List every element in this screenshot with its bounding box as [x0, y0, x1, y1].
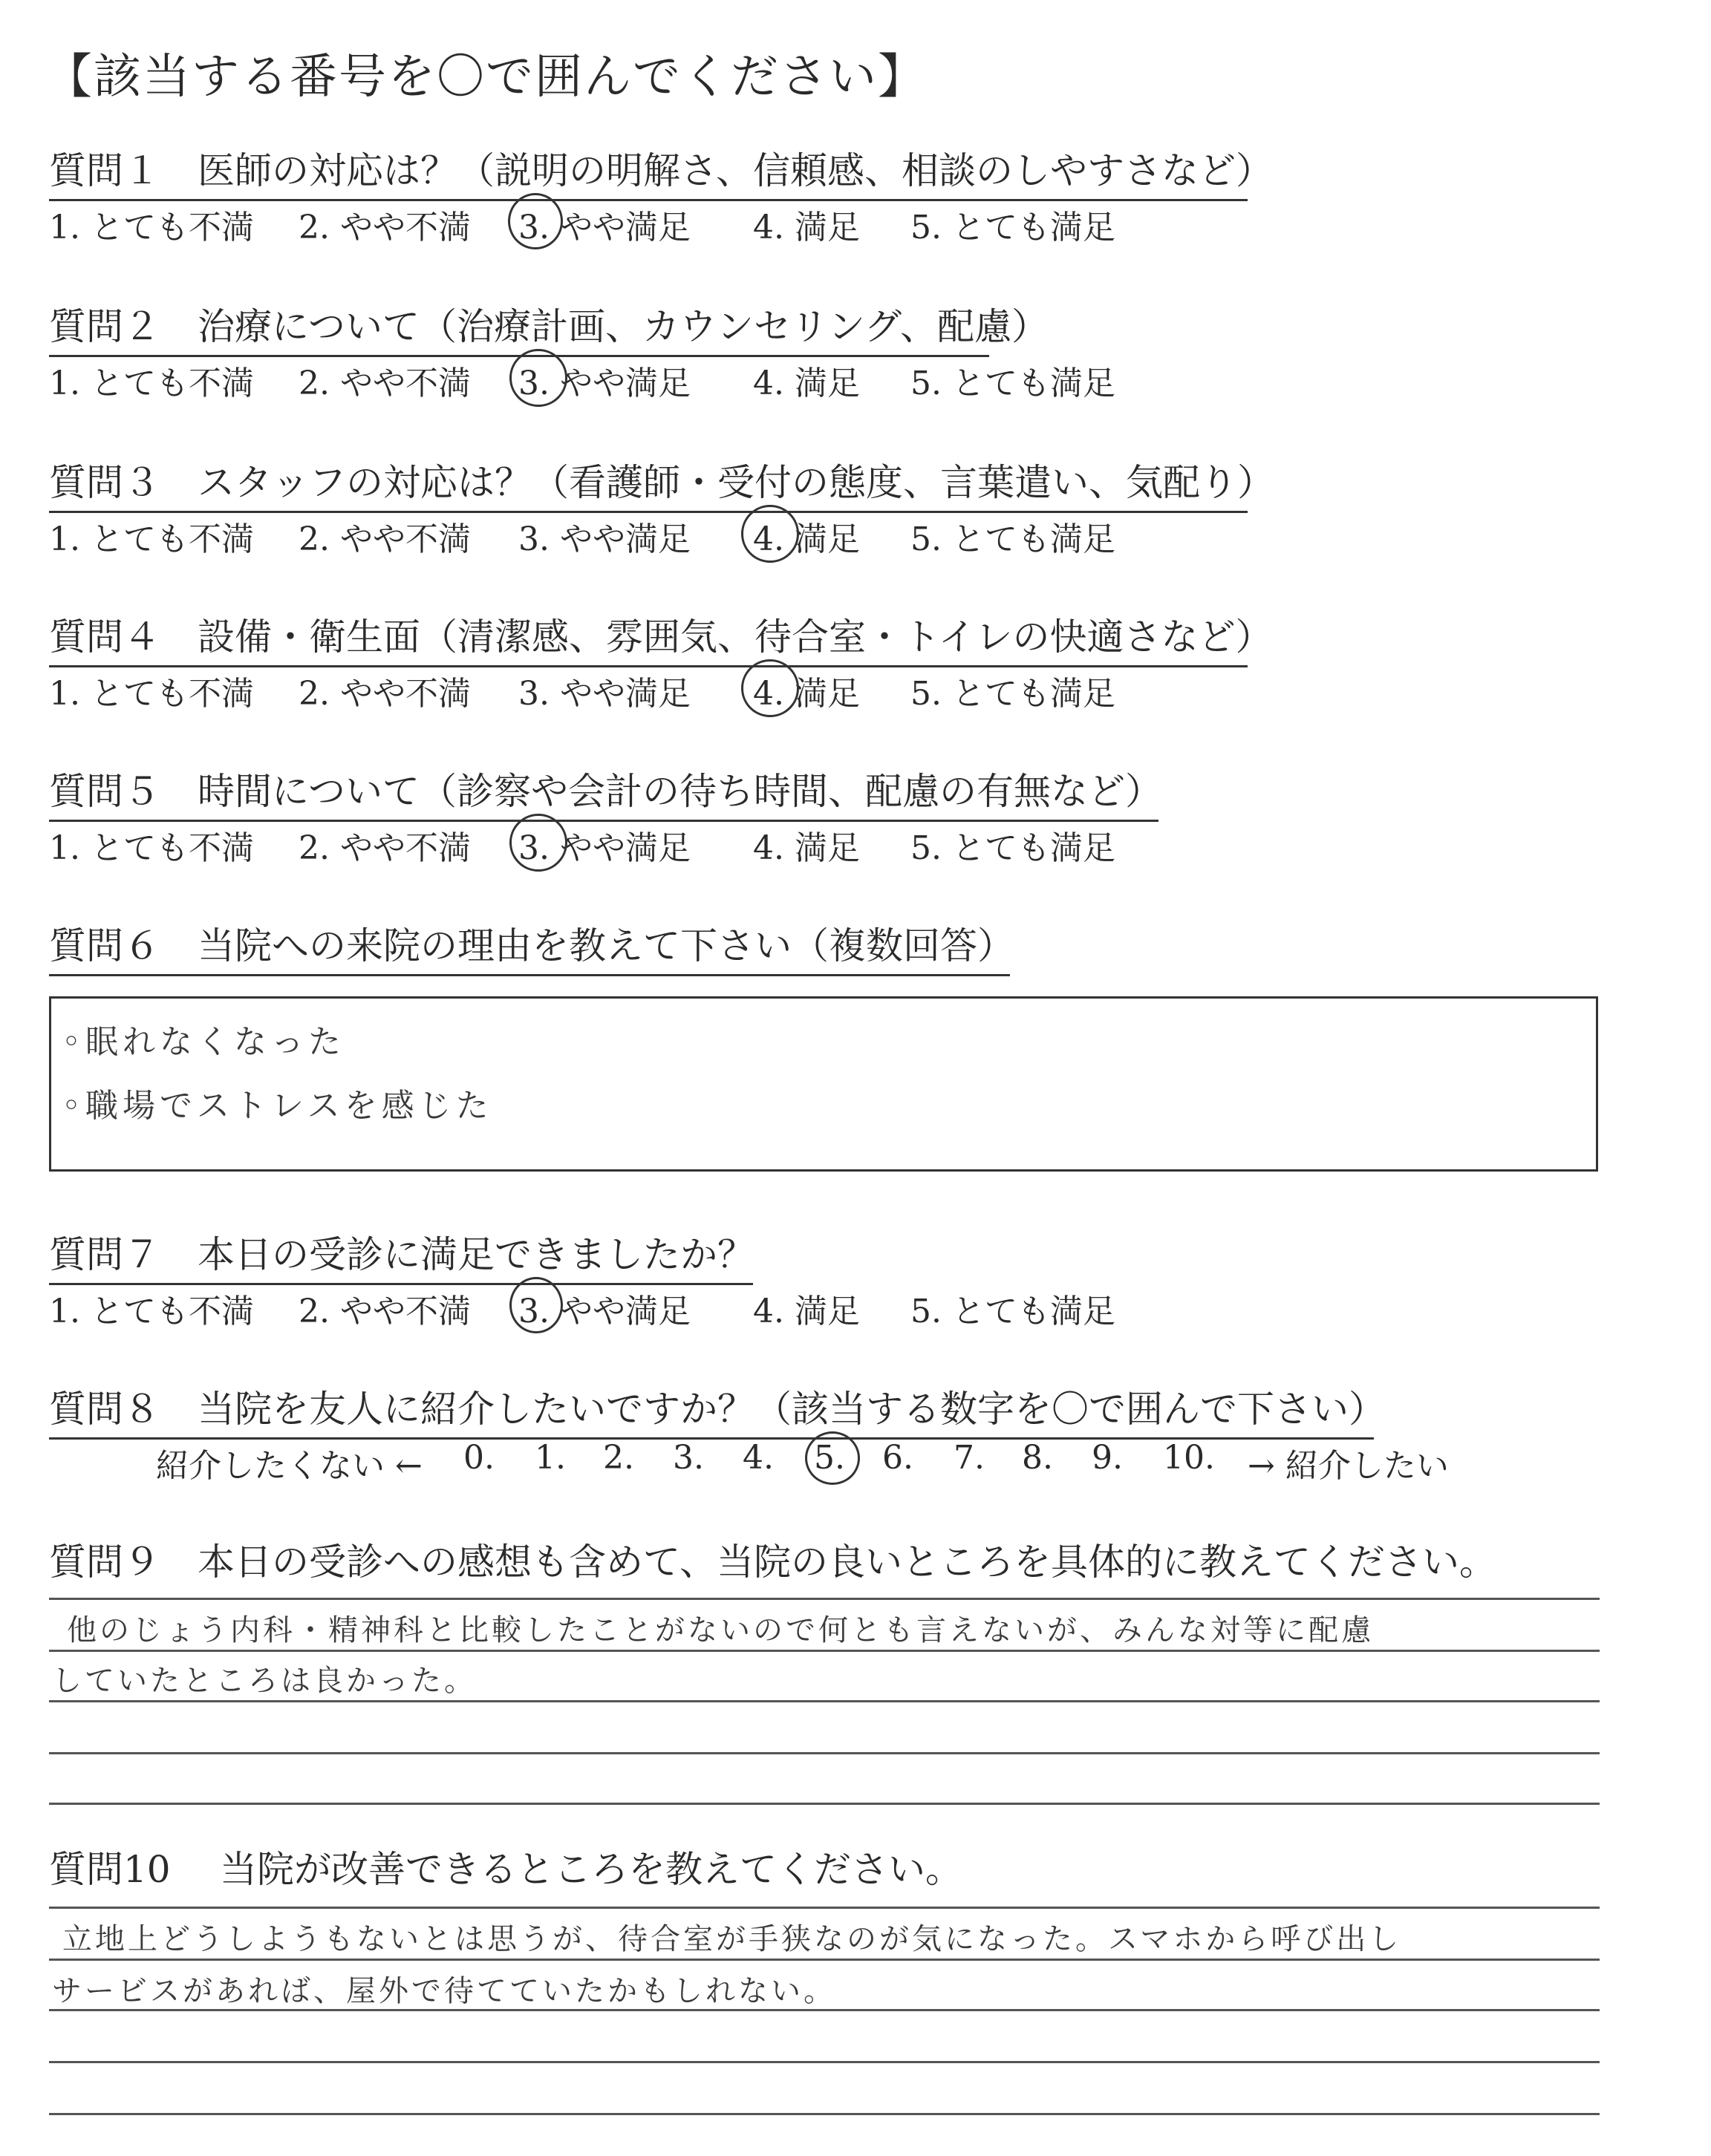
question-3-number: 質問３	[49, 461, 160, 504]
q1-option-5[interactable]: 5. とても満足	[910, 209, 1115, 246]
q9-answer-text-2: していたところは良かった。	[52, 1664, 477, 1698]
q10-answer-line-1	[49, 1907, 1600, 1909]
question-5-number: 質問５	[49, 770, 160, 813]
question-10-text: 当院が改善できるところを教えてください。	[220, 1848, 962, 1891]
question-10-heading	[49, 1840, 962, 1893]
question-7-text: 本日の受診に満足できましたか？	[198, 1233, 755, 1276]
question-9-number: 質問９	[49, 1541, 160, 1584]
question-8-number: 質問８	[49, 1388, 160, 1431]
q3-selection-circle	[741, 505, 799, 563]
q7-selection-circle	[509, 1277, 563, 1333]
q9-answer-line-5	[49, 1803, 1600, 1805]
question-3-options	[49, 512, 1163, 557]
question-9-heading	[49, 1532, 1496, 1586]
q4-option-1[interactable]: 1. とても不満	[49, 675, 254, 713]
q9-answer-line-1	[49, 1598, 1600, 1600]
question-6-answer-2: ◦職場でストレスを感じた	[62, 1087, 493, 1125]
q9-answer-line-3	[49, 1700, 1600, 1702]
q8-option-1[interactable]: 1.	[535, 1439, 566, 1477]
q7-option-2[interactable]: 2. やや不満	[299, 1293, 471, 1330]
q3-option-1[interactable]: 1. とても不満	[49, 520, 254, 558]
q8-right-label: → 紹介したい	[1248, 1447, 1449, 1485]
q5-option-4[interactable]: 4. 満足	[753, 829, 860, 867]
q4-selection-circle	[741, 659, 799, 717]
question-1-text: 医師の対応は？（説明の明解さ、信頼感、相談のしやすさなど）	[198, 149, 1273, 192]
q7-option-3[interactable]: 3. やや満足	[518, 1293, 691, 1330]
q7-option-5[interactable]: 5. とても満足	[910, 1293, 1115, 1330]
q2-option-5[interactable]: 5. とても満足	[910, 365, 1115, 402]
q5-option-2[interactable]: 2. やや不満	[299, 829, 471, 867]
q9-answer-line-2	[49, 1650, 1600, 1652]
q1-selection-circle	[508, 193, 563, 249]
question-6-text: 当院への来院の理由を教えて下さい（複数回答）	[198, 924, 1014, 967]
q8-option-2[interactable]: 2.	[603, 1439, 634, 1477]
q3-option-4[interactable]: 4. 満足	[753, 520, 860, 558]
q7-option-1[interactable]: 1. とても不満	[49, 1293, 254, 1330]
q5-selection-circle	[509, 814, 567, 872]
question-6-number: 質問６	[49, 924, 160, 967]
question-8-scale	[0, 1439, 1711, 1483]
q8-option-0[interactable]: 0.	[463, 1439, 495, 1477]
question-4-text: 設備・衛生面（清潔感、雰囲気、待合室・トイレの快適さなど）	[198, 615, 1273, 659]
q10-answer-line-5	[49, 2113, 1600, 2115]
question-5-text: 時間について（診察や会計の待ち時間、配慮の有無など）	[198, 770, 1162, 813]
q1-option-2[interactable]: 2. やや不満	[299, 209, 471, 246]
question-1-options	[49, 200, 1163, 245]
q9-answer-line-4	[49, 1752, 1600, 1754]
page-title: 【該当する番号を〇で囲んでください】	[45, 50, 927, 105]
question-2-options	[49, 356, 1163, 401]
question-2-number: 質問２	[49, 305, 160, 348]
question-5-heading	[49, 762, 1162, 822]
q10-answer-text-1: 立地上どうしようもないとは思うが、待合室が手狭なのが気になった。スマホから呼び出し	[62, 1922, 1402, 1956]
q10-answer-text-2: サービスがあれば、屋外で待てていたかもしれない。	[52, 1974, 836, 2008]
q7-option-4[interactable]: 4. 満足	[753, 1293, 860, 1330]
question-3-text: スタッフの対応は？（看護師・受付の態度、言葉遣い、気配り）	[198, 461, 1274, 504]
question-1-number: 質問１	[49, 149, 160, 192]
q2-selection-circle	[509, 349, 567, 407]
q9-answer-text-1: 他のじょう内科・精神科と比較したことがないので何とも言えないが、みんな対等に配慮	[67, 1613, 1374, 1647]
q4-option-5[interactable]: 5. とても満足	[910, 675, 1115, 713]
q10-answer-line-4	[49, 2061, 1600, 2063]
q4-option-2[interactable]: 2. やや不満	[299, 675, 471, 713]
q3-option-3[interactable]: 3. やや満足	[518, 520, 691, 558]
question-7-options	[49, 1284, 1163, 1329]
question-7-number: 質問７	[49, 1233, 160, 1276]
question-5-options	[49, 821, 1163, 866]
q3-option-2[interactable]: 2. やや不満	[299, 520, 471, 558]
q8-option-3[interactable]: 3.	[673, 1439, 704, 1477]
q8-option-5[interactable]: 5.	[814, 1439, 845, 1477]
question-3-heading	[49, 453, 1274, 513]
q5-option-3[interactable]: 3. やや満足	[518, 829, 691, 867]
question-6-answer-1: ◦眠れなくなった	[62, 1023, 345, 1061]
question-10-number: 質問10	[49, 1848, 171, 1891]
q8-selection-circle	[805, 1431, 860, 1485]
q2-option-3[interactable]: 3. やや満足	[518, 365, 691, 402]
q5-option-1[interactable]: 1. とても不満	[49, 829, 254, 867]
question-6-heading	[49, 916, 1014, 976]
q1-option-3[interactable]: 3. やや満足	[518, 209, 691, 246]
question-4-number: 質問４	[49, 615, 160, 659]
q2-option-4[interactable]: 4. 満足	[753, 365, 860, 402]
q4-option-3[interactable]: 3. やや満足	[518, 675, 691, 713]
q8-left-label: 紹介したくない ←	[156, 1447, 423, 1485]
q8-option-6[interactable]: 6.	[882, 1439, 913, 1477]
q1-option-1[interactable]: 1. とても不満	[49, 209, 254, 246]
question-6-answer-box[interactable]	[49, 996, 1598, 1172]
q8-option-10[interactable]: 10.	[1163, 1439, 1215, 1477]
q2-option-1[interactable]: 1. とても不満	[49, 365, 254, 402]
q10-answer-line-2	[49, 1959, 1600, 1961]
q3-option-5[interactable]: 5. とても満足	[910, 520, 1115, 558]
q2-option-2[interactable]: 2. やや不満	[299, 365, 471, 402]
question-7-heading	[49, 1225, 753, 1285]
q8-option-8[interactable]: 8.	[1022, 1439, 1053, 1477]
question-2-heading	[49, 297, 1049, 357]
question-4-options	[49, 667, 1163, 711]
q4-option-4[interactable]: 4. 満足	[753, 675, 860, 713]
question-8-text: 当院を友人に紹介したいですか？（該当する数字を〇で囲んで下さい）	[198, 1388, 1386, 1431]
q5-option-5[interactable]: 5. とても満足	[910, 829, 1115, 867]
question-9-text: 本日の受診への感想も含めて、当院の良いところを具体的に教えてください。	[198, 1541, 1496, 1584]
question-4-heading	[49, 607, 1273, 667]
q1-option-4[interactable]: 4. 満足	[753, 209, 860, 246]
q8-option-4[interactable]: 4.	[743, 1439, 774, 1477]
q8-option-9[interactable]: 9.	[1092, 1439, 1123, 1477]
question-2-text: 治療について（治療計画、カウンセリング、配慮）	[198, 305, 1049, 348]
question-1-heading	[49, 141, 1273, 201]
question-8-heading	[49, 1379, 1386, 1440]
q8-option-7[interactable]: 7.	[954, 1439, 985, 1477]
